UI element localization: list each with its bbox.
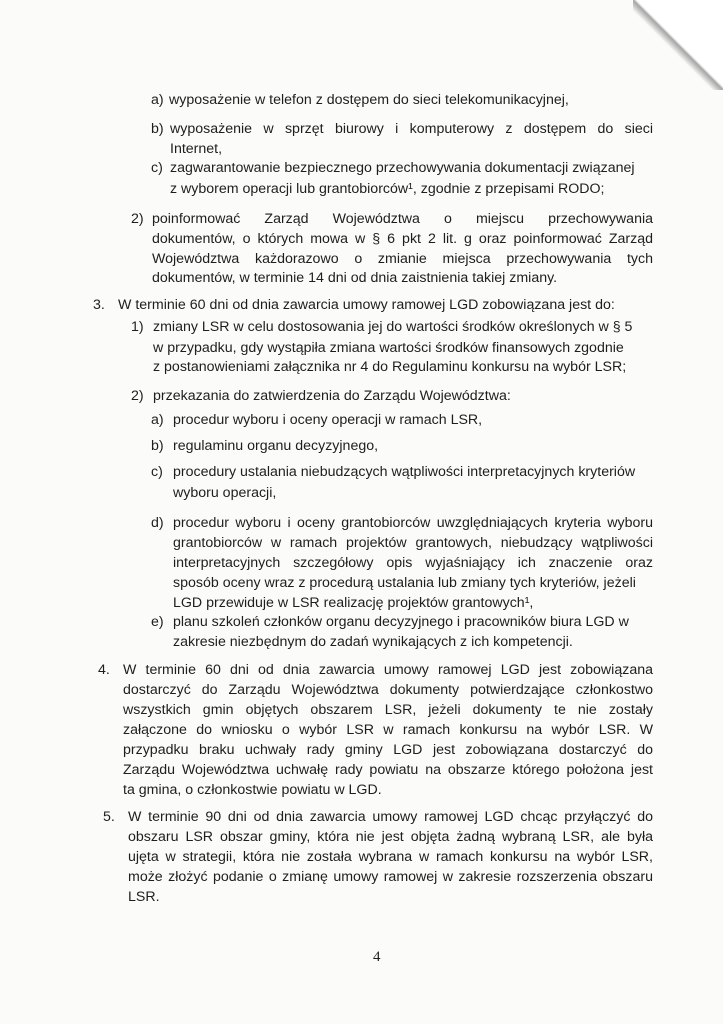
text-line: procedur wyboru i oceny operacji w ramach LSR,	[173, 412, 483, 428]
list-marker: 2)	[131, 211, 144, 227]
text-line: Zarządu Województwa uchwałę rady powiatu na obszarze którego położona jest	[123, 762, 653, 778]
list-marker: c)	[151, 464, 163, 480]
text-line: sposób oceny wraz z procedurą ustalania lub zmiany tych kryteriów, jeżeli	[173, 575, 636, 591]
text-line: dostarczyć do Zarządu Województwa dokumenty potwierdzające członkostwo	[123, 682, 653, 698]
text-line: ta gmina, o członkostwie powiatu w LGD.	[123, 782, 382, 798]
list-marker: b)	[151, 438, 164, 454]
text-line: W terminie 60 dni od dnia zawarcia umowy ramowej LGD zobowiązana jest do:	[118, 297, 615, 313]
text-line: zagwarantowanie bezpiecznego przechowywania dokumentacji związanej	[170, 160, 635, 176]
text-line: z wyborem operacji lub grantobiorców¹, zgodnie z przepisami RODO;	[170, 181, 605, 197]
page-number: 4	[373, 949, 381, 965]
text-line: zakresie niezbędnym do zadań wynikających z ich kompetencji.	[173, 634, 573, 650]
text-line: przypadku braku uchwały rady gminy LGD jest zobowiązana dostarczyć do	[123, 742, 653, 758]
list-marker: b)	[151, 121, 164, 137]
text-line: dokumentów, w terminie 14 dni od dnia zaistnienia takiej zmiany.	[152, 270, 558, 286]
text-line: załączone do wniosku o wybór LSR w ramach konkursu na wybór LSR. W	[123, 722, 653, 738]
text-line: obszaru LSR obszar gminy, która nie jest objęta żadną wybraną LSR, ale była	[128, 829, 653, 845]
list-marker: 2)	[131, 388, 144, 404]
list-marker: 1)	[131, 319, 144, 335]
list-marker: d)	[151, 515, 164, 531]
list-marker: 4.	[98, 662, 110, 678]
text-line: procedury ustalania niebudzących wątpliwości interpretacyjnych kryteriów	[173, 464, 636, 480]
text-line: wyposażenie w sprzęt biurowy i komputerowy z dostępem do sieci	[170, 121, 653, 137]
text-line: Internet,	[170, 141, 223, 157]
text-line: wszystkich gmin objętych obszarem LSR, jeżeli dokumenty te nie zostały	[123, 702, 653, 718]
list-marker: e)	[151, 614, 164, 630]
text-line: ujęta w strategii, która nie została wybrana w ramach konkursu na wybór LSR,	[128, 849, 653, 865]
text-line: grantobiorców w ramach projektów grantowych, niebudzący wątpliwości	[173, 535, 653, 551]
list-marker: 3.	[93, 297, 105, 313]
text-line: wyposażenie w telefon z dostępem do sieci telekomunikacyjnej,	[169, 92, 569, 108]
text-line: Województwa każdorazowo o zmianie miejsca przechowywania tych	[152, 251, 653, 267]
list-marker: a)	[151, 412, 164, 428]
text-line: regulaminu organu decyzyjnego,	[173, 438, 379, 454]
text-line: poinformować Zarząd Województwa o miejscu przechowywania	[152, 211, 653, 227]
list-marker: c)	[151, 160, 163, 176]
text-line: LGD przewiduje w LSR realizację projektów grantowych¹,	[173, 595, 534, 611]
text-line: może złożyć podanie o zmianę umowy ramowej w zakresie rozszerzenia obszaru	[128, 869, 653, 885]
list-marker: a)	[151, 92, 164, 108]
text-line: planu szkoleń członków organu decyzyjnego i pracowników biura LGD w	[173, 614, 629, 630]
text-line: interpretacyjnych szczegółowy opis wyjaśniający ich znaczenie oraz	[173, 555, 653, 571]
corner-shadow	[633, 0, 723, 90]
text-line: W terminie 60 dni od dnia zawarcia umowy ramowej LGD jest zobowiązana	[123, 662, 653, 678]
list-marker: 5.	[103, 809, 115, 825]
text-line: wyboru operacji,	[173, 485, 277, 501]
text-line: z postanowieniami załącznika nr 4 do Regulaminu konkursu na wybór LSR;	[153, 359, 627, 375]
text-line: dokumentów, o których mowa w § 6 pkt 2 lit. g oraz poinformować Zarząd	[152, 231, 653, 247]
text-line: W terminie 90 dni od dnia zawarcia umowy ramowej LGD chcąc przyłączyć do	[128, 809, 653, 825]
text-line: zmiany LSR w celu dostosowania jej do wartości środków określonych w § 5	[153, 319, 633, 335]
text-line: w przypadku, gdy wystąpiła zmiana wartości środków finansowych zgodnie	[153, 340, 624, 356]
text-line: procedur wyboru i oceny grantobiorców uwzględniających kryteria wyboru	[173, 515, 653, 531]
text-line: przekazania do zatwierdzenia do Zarządu Województwa:	[153, 388, 511, 404]
text-line: LSR.	[128, 889, 160, 905]
